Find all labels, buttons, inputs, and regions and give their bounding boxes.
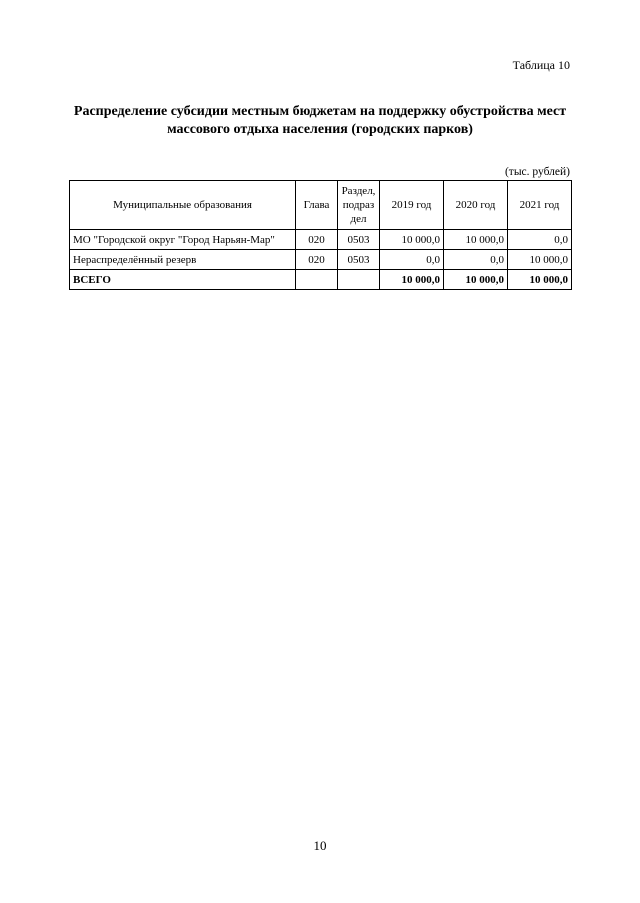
cell-glava: 020: [296, 230, 338, 250]
cell-razdel: 0503: [338, 230, 380, 250]
total-glava: [296, 270, 338, 290]
table-header-row: [70, 181, 572, 230]
cell-glava: 020: [296, 250, 338, 270]
header-2019: 2019 год: [380, 181, 444, 230]
cell-2019: 0,0: [380, 250, 444, 270]
page-number: 10: [313, 838, 327, 853]
total-label: ВСЕГО: [70, 270, 296, 290]
header-municipality: Муниципальные образования: [70, 181, 296, 230]
total-2019: 10 000,0: [380, 270, 444, 290]
total-2021: 10 000,0: [508, 270, 572, 290]
cell-2020: 0,0: [444, 250, 508, 270]
header-2021: 2021 год: [508, 181, 572, 230]
table-number: Таблица 10: [512, 58, 570, 72]
title-line-2: массового отдыха населения (городских парков): [167, 122, 473, 137]
cell-municipality: МО "Городской округ "Город Нарьян-Мар": [70, 230, 296, 250]
header-glava: Глава: [296, 181, 338, 230]
total-razdel: [338, 270, 380, 290]
header-razdel: Раздел, подраз дел: [338, 181, 380, 230]
header-2020: 2020 год: [444, 181, 508, 230]
total-2020: 10 000,0: [444, 270, 508, 290]
cell-municipality: Нераспределённый резерв: [70, 250, 296, 270]
cell-2020: 10 000,0: [444, 230, 508, 250]
cell-2021: 10 000,0: [508, 250, 572, 270]
document-title: [70, 103, 570, 139]
table-row: [70, 230, 572, 250]
units-label: (тыс. рублей): [504, 166, 570, 178]
cell-2021: 0,0: [508, 230, 572, 250]
title-line-1: Распределение субсидии местным бюджетам на поддержку обустройства мест: [73, 104, 567, 119]
cell-razdel: 0503: [338, 250, 380, 270]
table-row: [70, 250, 572, 270]
subsidy-table: [69, 180, 572, 290]
cell-2019: 10 000,0: [380, 230, 444, 250]
table-total-row: [70, 270, 572, 290]
